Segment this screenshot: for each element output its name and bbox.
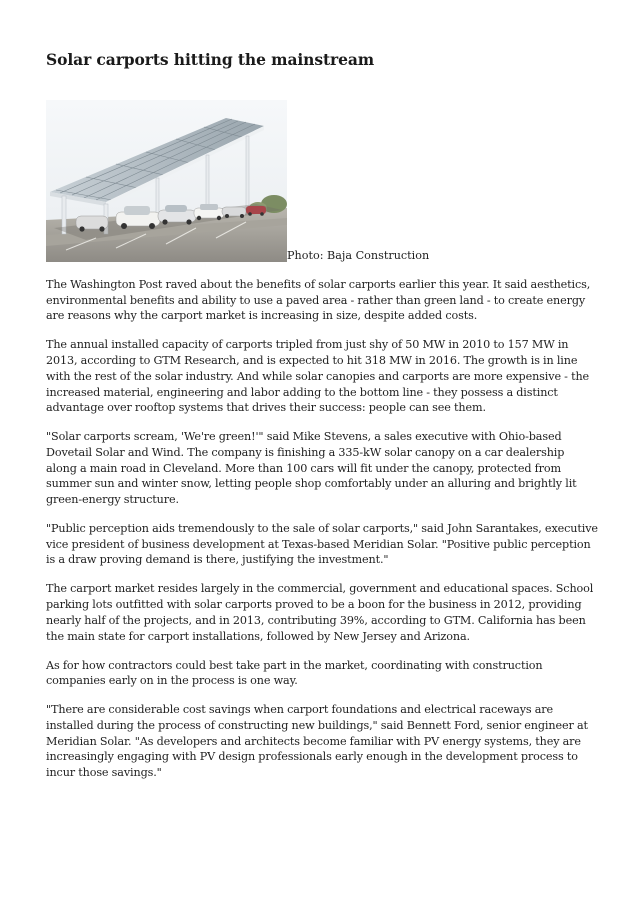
photo-caption: Photo: Baja Construction [287,249,430,262]
photo-block [46,100,598,266]
paragraph: "Solar carports scream, 'We're green!'" said Mike Stevens, a sales executive with Ohio-based Dovetail Solar and Wind. The company is finishing a 335-kW solar canopy on a car dealership along a main road in Cleveland. More than 100 cars will fit under the canopy, protected from summer sun and winter snow, letting people shop comfortably under an alluring and brightly lit green-energy structure. [46,430,577,507]
paragraph: The carport market resides largely in the commercial, government and educational spaces. School parking lots outfitted with solar carports proved to be a boon for the business in 2012, providing nearly half of the projects, and in 2013, contributing 39%, according to GTM. California has been the main state for carport installations, followed by New Jersey and Arizona. [46,582,594,643]
paragraph: The annual installed capacity of carports tripled from just shy of 50 MW in 2010 to 157 MW in 2013, according to GTM Research, and is expected to hit 318 MW in 2016. The growth is in line with the rest of the solar industry. And while solar canopies and carports are more expensive - the increased material, engineering and labor adding to the bottom line - they possess a distinct advantage over rooftop systems that drives their success: people can see them. [46,338,590,415]
solar-carport-photo [46,100,287,262]
paragraph: "There are considerable cost savings when carport foundations and electrical raceways are installed during the process of constructing new buildings," said Bennett Ford, senior engineer at Meridian Solar. "As developers and architects become familiar with PV energy systems, they are increasingly engaging with PV design professionals early enough in the development process to incur those savings." [46,703,588,780]
paragraph: The Washington Post raved about the benefits of solar carports earlier this year. It said aesthetics, environmental benefits and ability to use a paved area - rather than green land - to create energy are reasons why the carport market is increasing in size, despite added costs. [46,278,591,323]
article-body [46,277,598,794]
paragraph: As for how contractors could best take part in the market, coordinating with construction companies early on in the process is one way. [46,658,543,688]
paragraph: "Public perception aids tremendously to the sale of solar carports," said John Sarantakes, executive vice president of business development at Texas-based Meridian Solar. "Positive public perception is a draw proving demand is there, justifying the investment." [46,522,598,567]
article-title: Solar carports hitting the mainstream [46,50,375,69]
